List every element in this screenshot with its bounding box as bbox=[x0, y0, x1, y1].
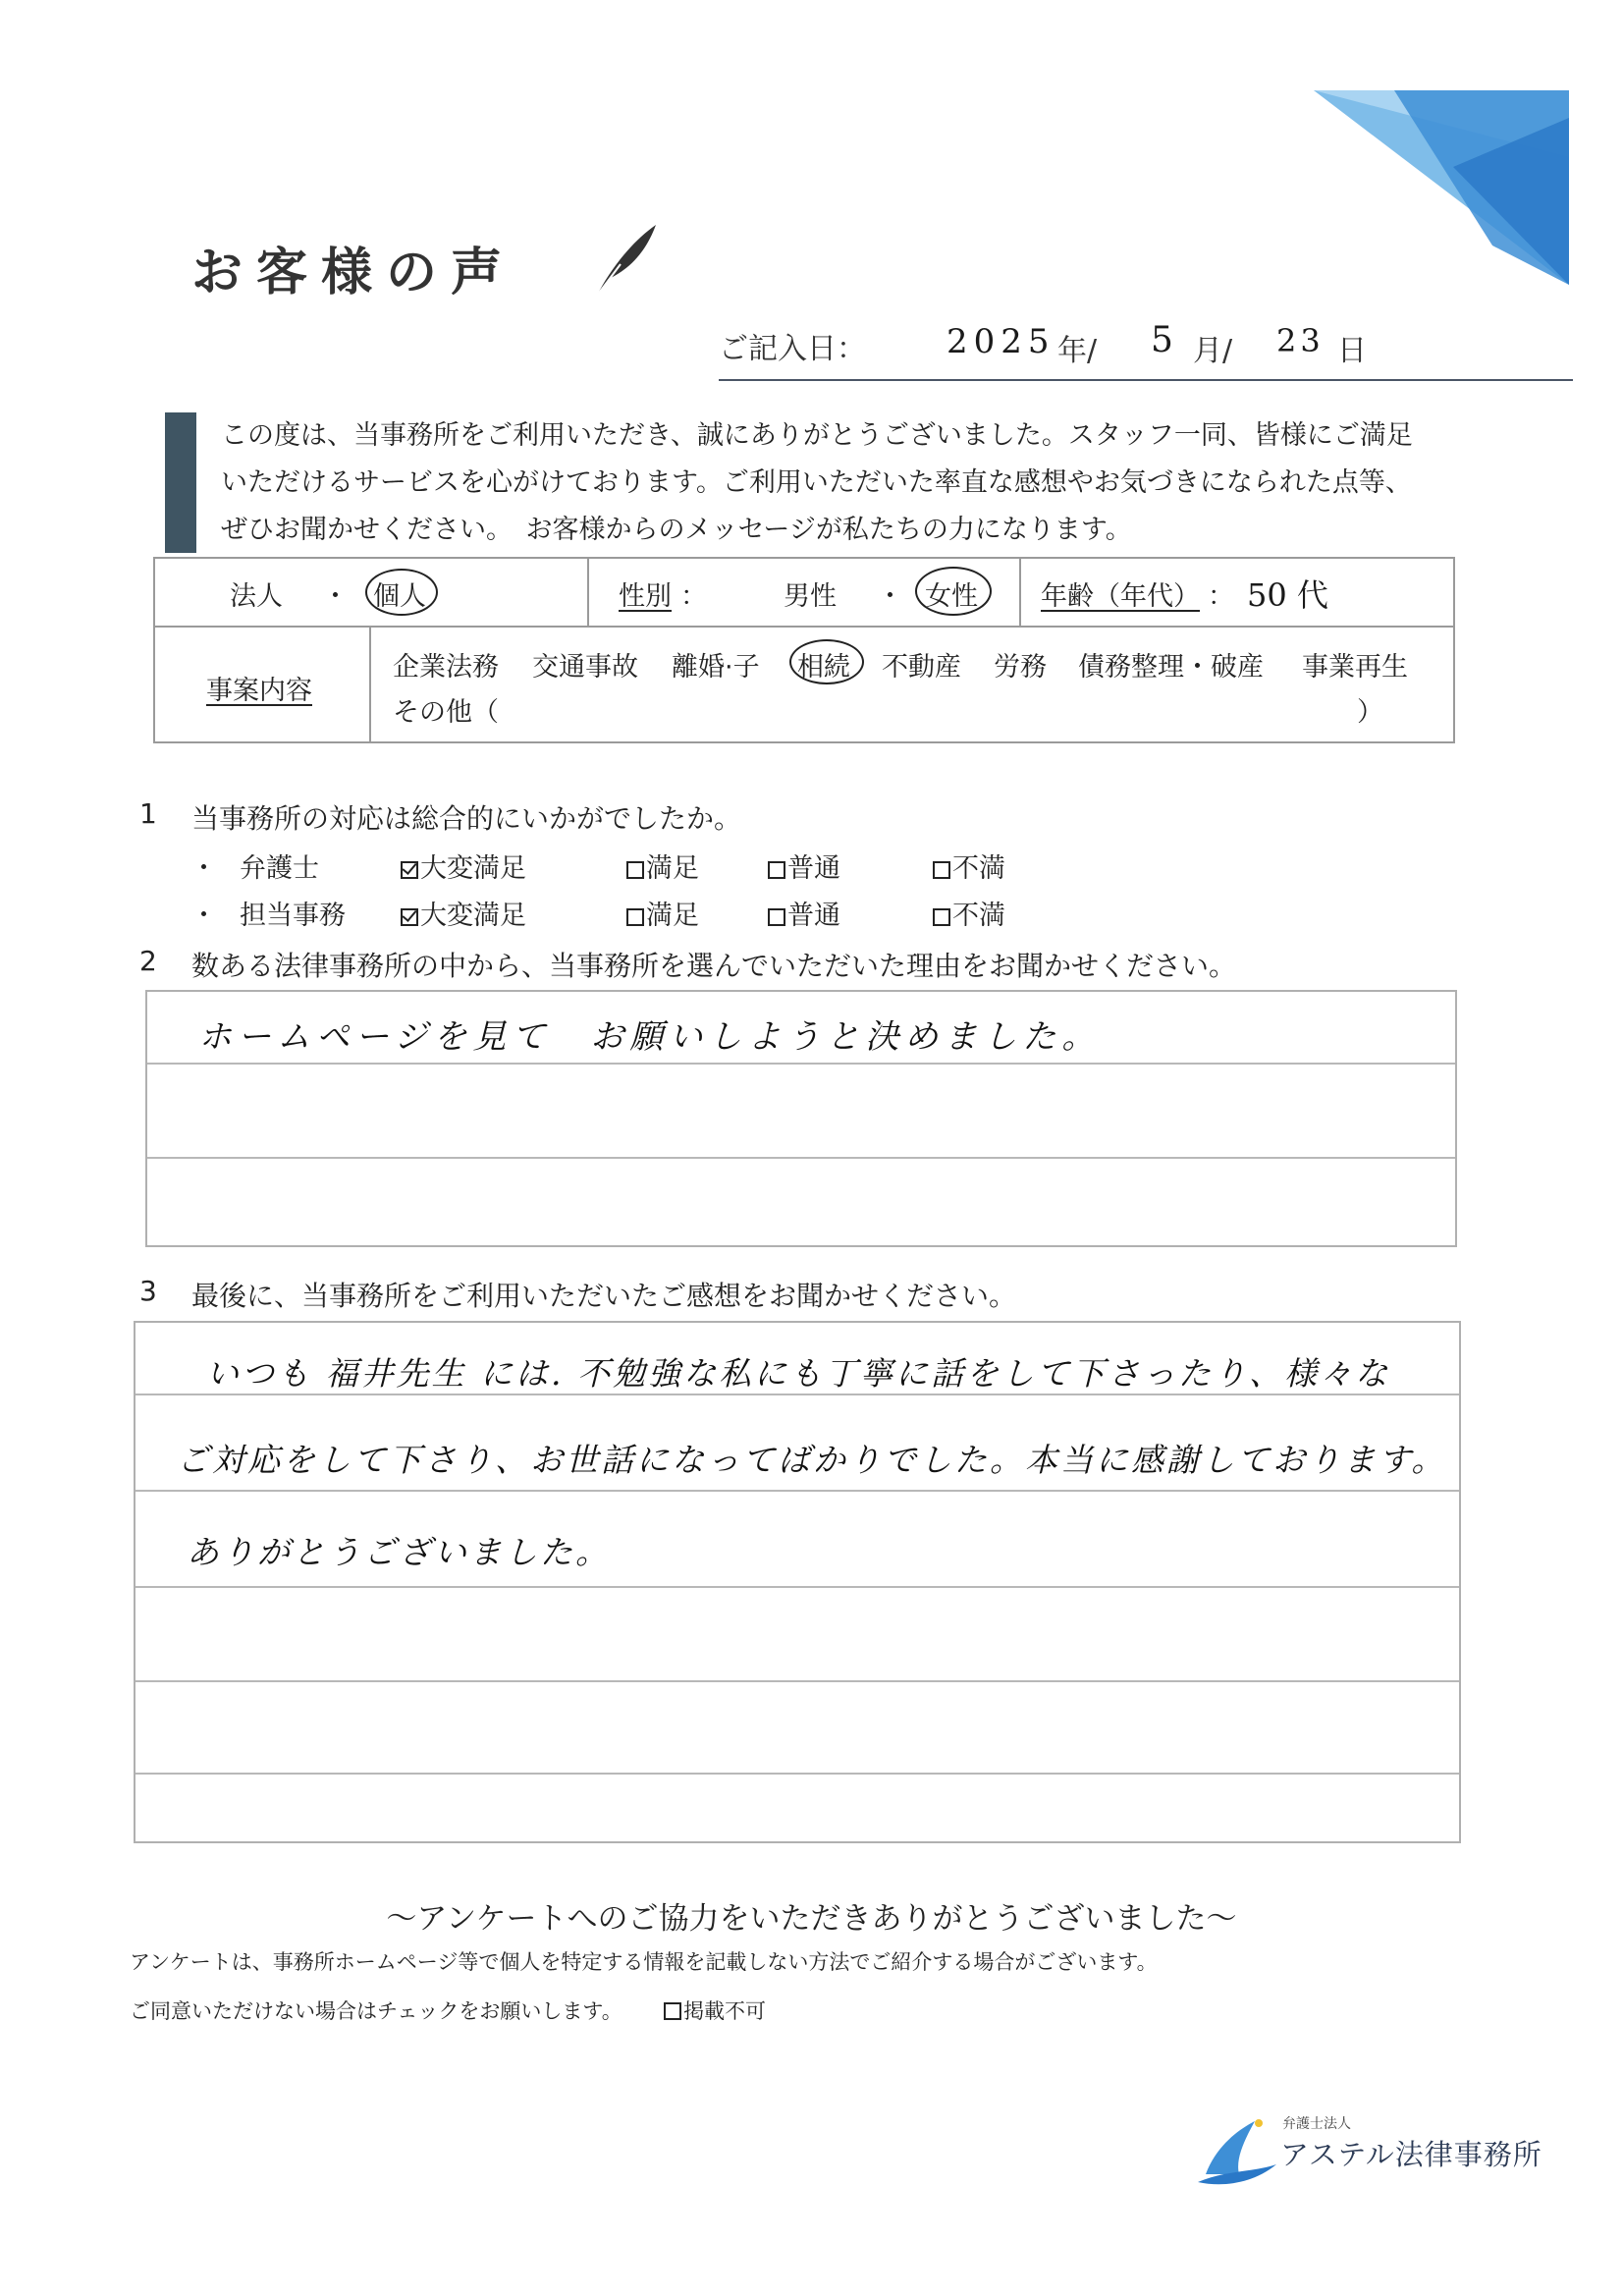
answer-line: ありがとうございました。 bbox=[187, 1533, 611, 1571]
gender-label: 性別 bbox=[619, 581, 672, 612]
question-text: 最後に、当事務所をご利用いただいたご感想をお聞かせください。 bbox=[191, 1280, 1017, 1312]
answer-line: いつも 福井先生 には. 不勉強な私にも丁寧に話をして下さったり、様々な bbox=[206, 1354, 1390, 1393]
page-title: お客様の声 bbox=[191, 244, 516, 302]
checkbox-icon bbox=[768, 861, 785, 879]
rating-row-staff bbox=[0, 894, 1623, 933]
answer-box-q2[interactable] bbox=[145, 990, 1457, 1247]
case-option[interactable]: 労務 bbox=[994, 652, 1047, 683]
rating-option-satisfied[interactable]: 満足 bbox=[626, 894, 699, 932]
answer-line: ホームページを見て お願いしようと決めました。 bbox=[198, 1017, 1102, 1057]
publication-notice: アンケートは、事務所ホームページ等で個人を特定する情報を記載しない方法でご紹介する場合がございます。 bbox=[130, 1950, 1158, 1974]
bullet: ・ bbox=[190, 901, 217, 931]
client-corporate[interactable]: 法人 bbox=[230, 581, 283, 612]
checkbox-checked-icon bbox=[401, 908, 418, 926]
question-number: 1 bbox=[139, 797, 157, 830]
checkbox-icon bbox=[626, 861, 644, 879]
answer-line: ご対応をして下さり、お世話になってばかりでした。本当に感謝しております。 bbox=[177, 1441, 1447, 1479]
date-month: 5 bbox=[1151, 320, 1173, 360]
date-month-unit: 月/ bbox=[1193, 334, 1233, 368]
date-day: 23 bbox=[1276, 322, 1325, 359]
rating-option-dissatisfied[interactable]: 不満 bbox=[933, 847, 1005, 885]
case-label: 事案内容 bbox=[206, 676, 312, 706]
case-option[interactable]: 債務整理・破産 bbox=[1078, 652, 1264, 683]
selected-circle bbox=[915, 567, 992, 616]
checkbox-icon bbox=[626, 908, 644, 926]
checkbox-icon bbox=[768, 908, 785, 926]
info-divider bbox=[587, 559, 589, 626]
question-number: 3 bbox=[139, 1275, 157, 1307]
age-value: 50 代 bbox=[1247, 576, 1328, 614]
checkbox-icon bbox=[664, 2002, 681, 2020]
rating-option-very-satisfied[interactable]: 大変満足 bbox=[401, 894, 526, 932]
date-year-unit: 年/ bbox=[1057, 334, 1098, 368]
answer-rule bbox=[147, 1157, 1455, 1159]
rating-option-average[interactable]: 普通 bbox=[768, 847, 840, 885]
rating-option-dissatisfied[interactable]: 不満 bbox=[933, 894, 1005, 932]
answer-rule bbox=[135, 1773, 1459, 1775]
checkbox-icon bbox=[933, 908, 950, 926]
answer-rule bbox=[135, 1490, 1459, 1492]
info-table bbox=[153, 557, 1455, 743]
case-option[interactable]: 離婚·子 bbox=[672, 652, 760, 683]
bullet: ・ bbox=[190, 853, 217, 884]
question-text: 数ある法律事務所の中から、当事務所を選んでいただいた理由をお聞かせください。 bbox=[191, 950, 1237, 982]
firm-logo-name: アステル法律事務所 bbox=[1280, 2138, 1542, 2171]
date-day-unit: 日 bbox=[1337, 334, 1367, 368]
entry-date-row bbox=[719, 320, 1573, 381]
intro-text: この度は、当事務所をご利用いただき、誠にありがとうございました。スタッフ一同、皆様にご満足 いただけるサービスを心がけております。ご利用いただいた率直な感想やお気づきになられた点等、 ぜひお聞かせください。 お客様からのメッセージが私たちの力になります。 bbox=[221, 420, 1413, 545]
info-divider bbox=[1019, 559, 1021, 626]
rating-option-very-satisfied[interactable]: 大変満足 bbox=[401, 847, 526, 885]
thanks-message: ～アンケートへのご協力をいただきありがとうございました～ bbox=[386, 1901, 1237, 1937]
checkbox-icon bbox=[933, 861, 950, 879]
separator-dot: ・ bbox=[877, 581, 903, 612]
firm-logo-subtitle: 弁護士法人 bbox=[1282, 2116, 1351, 2132]
answer-box-q3[interactable] bbox=[134, 1321, 1461, 1843]
case-other-label[interactable]: その他（ bbox=[393, 697, 499, 728]
case-option[interactable]: 不動産 bbox=[882, 652, 961, 683]
client-individual[interactable]: 個人 bbox=[373, 581, 426, 612]
separator-dot: ・ bbox=[322, 581, 349, 612]
rating-row-label: 担当事務 bbox=[240, 901, 346, 931]
rating-option-average[interactable]: 普通 bbox=[768, 894, 840, 932]
date-year: 2025 bbox=[947, 322, 1055, 361]
case-other-close: ） bbox=[1357, 697, 1383, 728]
rating-option-satisfied[interactable]: 満足 bbox=[626, 847, 699, 885]
feather-icon bbox=[591, 221, 660, 300]
rating-row-lawyer bbox=[0, 847, 1623, 886]
answer-rule bbox=[147, 1063, 1455, 1065]
selected-circle bbox=[365, 569, 438, 616]
intro-accent-bar bbox=[165, 412, 196, 553]
no-publish-checkbox[interactable]: 掲載不可 bbox=[664, 1995, 766, 2025]
consent-notice: ご同意いただけない場合はチェックをお願いします。 bbox=[130, 1999, 622, 2023]
firm-logo-icon bbox=[1196, 2113, 1278, 2192]
question-text: 当事務所の対応は総合的にいかがでしたか。 bbox=[191, 802, 742, 835]
gender-male[interactable]: 男性 bbox=[784, 581, 837, 612]
rating-row-label: 弁護士 bbox=[240, 853, 319, 884]
date-label: ご記入日： bbox=[719, 332, 866, 366]
case-option[interactable]: 事業再生 bbox=[1302, 652, 1408, 683]
answer-rule bbox=[135, 1680, 1459, 1682]
gender-colon: ： bbox=[680, 581, 707, 612]
question-number: 2 bbox=[139, 945, 157, 977]
case-option[interactable]: 企業法務 bbox=[393, 652, 499, 683]
selected-circle bbox=[789, 639, 864, 684]
answer-rule bbox=[135, 1586, 1459, 1588]
gender-female[interactable]: 女性 bbox=[925, 581, 978, 612]
info-divider bbox=[369, 626, 371, 741]
info-row-divider bbox=[155, 626, 1453, 628]
age-label: 年齢（年代） bbox=[1041, 581, 1200, 612]
case-option[interactable]: 相続 bbox=[797, 652, 850, 683]
case-option[interactable]: 交通事故 bbox=[532, 652, 638, 683]
age-colon: ： bbox=[1208, 581, 1234, 612]
checkbox-checked-icon bbox=[401, 861, 418, 879]
